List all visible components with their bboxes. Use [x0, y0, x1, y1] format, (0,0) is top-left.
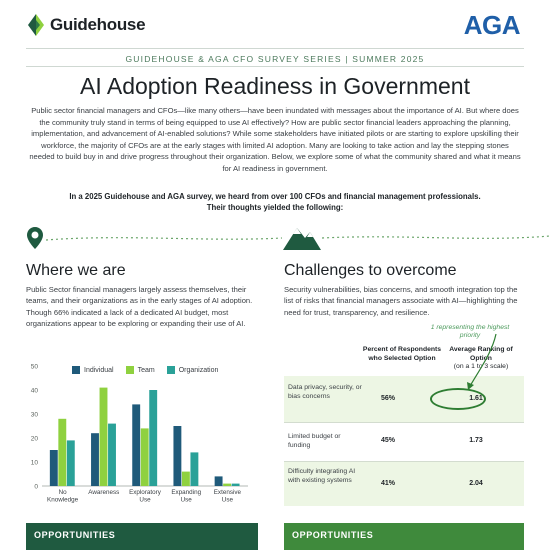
mountain-icon: [283, 222, 321, 250]
series-label: GUIDEHOUSE & AGA CFO SURVEY SERIES | SUMMER 2025: [125, 54, 425, 64]
map-pin-icon: [26, 226, 44, 250]
y-tick-label: 20: [30, 435, 38, 443]
y-tick-label: 30: [30, 411, 38, 419]
guidehouse-logo-text: Guidehouse: [50, 15, 146, 34]
table-header-percent: Percent of Respondents who Selected Option: [362, 346, 442, 362]
header: [0, 0, 550, 50]
guidehouse-mark-icon: [26, 12, 46, 38]
table-header-ranking-title: Average Ranking of Option: [449, 346, 513, 362]
where-we-are-heading: Where we are: [26, 262, 126, 279]
bar-organization: [232, 484, 240, 486]
bar-organization: [190, 452, 198, 486]
table-row-ranking: 2.04: [469, 480, 483, 487]
x-tick-label: Extensive: [213, 489, 242, 496]
table-row-label: Data privacy, security, or bias concerns: [288, 384, 362, 400]
ai-adoption-bar-chart: [26, 360, 252, 520]
table-row-ranking: 1.61: [469, 395, 483, 402]
bar-team: [141, 428, 149, 486]
priority-note: 1 representing the highest priority: [430, 324, 510, 339]
bar-team: [182, 472, 190, 486]
table-row-percent: 45%: [380, 437, 395, 444]
curved-arrow-icon: [462, 332, 502, 392]
bar-individual: [50, 450, 58, 486]
x-tick-label: Exploratory: [129, 489, 161, 496]
header-divider: [26, 48, 524, 49]
opportunities-banner-right: OPPORTUNITIES: [284, 523, 524, 550]
bar-team: [223, 484, 231, 486]
table-row-percent: 41%: [380, 480, 395, 487]
x-tick-label: No: [58, 489, 67, 496]
page-title: AI Adoption Readiness in Government: [80, 73, 470, 99]
intro-paragraph: Public sector financial managers and CFOs—like many others—have been inundated with messages about the importance of AI. But where does the community truly stand in terms of being equipped to use AI effectively? How are public sector financial leaders approaching the planning, implementation, and advancement of AI-enabled solutions? While some stakeholders have initiated pilots or are starting to explore upskilling their workforce, the majority of CFOs are at the early stages with limited AI adoption. Many are looking to take action and lay the stepping stones needed to build buy in and drive progress throughout their organization. Below, we explore some of what the community shared and what it means for AI readiness in government.: [29, 106, 521, 173]
bar-organization: [149, 390, 157, 486]
where-we-are-text: Public Sector financial managers largely assess themselves, their teams, and their organizations as in the early stages of AI adoption. Though 66% indicated a lack of a dedicated AI budget, most organizations appear to be exploring or expanding their use of AI.: [26, 285, 253, 329]
bar-individual: [173, 426, 181, 486]
opportunities-banner-left: OPPORTUNITIES: [26, 523, 258, 550]
guidehouse-logo: [26, 12, 145, 38]
survey-line-1: In a 2025 Guidehouse and AGA survey, we heard from over 100 CFOs and financial management professionals.: [69, 192, 481, 201]
bar-organization: [67, 440, 75, 486]
legend-label-organization: Organization: [178, 366, 219, 374]
x-tick-label: Awareness: [88, 489, 120, 496]
survey-summary: [40, 191, 510, 213]
table-row-ranking: 1.73: [469, 437, 483, 444]
y-tick-label: 0: [34, 483, 38, 491]
table-row: [284, 423, 524, 461]
aga-logo-text: AGA: [463, 10, 520, 40]
survey-line-2: Their thoughts yielded the following:: [206, 203, 344, 212]
bar-individual: [91, 433, 99, 486]
table-row-percent: 56%: [380, 395, 395, 402]
x-tick-label: Use: [180, 496, 192, 504]
legend-label-team: Team: [137, 366, 155, 374]
table-row-label: Limited budget or funding: [288, 433, 341, 449]
y-tick-label: 10: [30, 459, 38, 467]
series-divider: [26, 66, 524, 67]
bar-team: [58, 419, 66, 486]
x-tick-label: Use: [139, 496, 151, 504]
aga-logo: [464, 10, 520, 41]
x-tick-label: Expanding: [171, 489, 202, 496]
table-row: [284, 462, 524, 506]
challenges-text: Security vulnerabilities, bias concerns, and smooth integration top the list of risks that financial managers associate with AI—highlighting the need for trust, transparency, and resilience.: [284, 285, 518, 317]
bar-organization: [108, 424, 116, 486]
bar-individual: [132, 404, 140, 486]
legend-label-individual: Individual: [84, 366, 114, 374]
challenges-heading: Challenges to overcome: [284, 262, 457, 279]
x-tick-label: Use: [221, 496, 234, 504]
y-tick-label: 40: [30, 387, 38, 395]
x-tick-label: Knowledge: [47, 496, 79, 504]
table-row-label: Difficulty integrating AI with existing systems: [288, 468, 356, 484]
bar-team: [100, 388, 108, 486]
y-tick-label: 50: [30, 363, 38, 371]
bar-individual: [215, 476, 223, 486]
table-header-ranking-subtitle: (on a 1 to 3 scale): [453, 363, 509, 371]
